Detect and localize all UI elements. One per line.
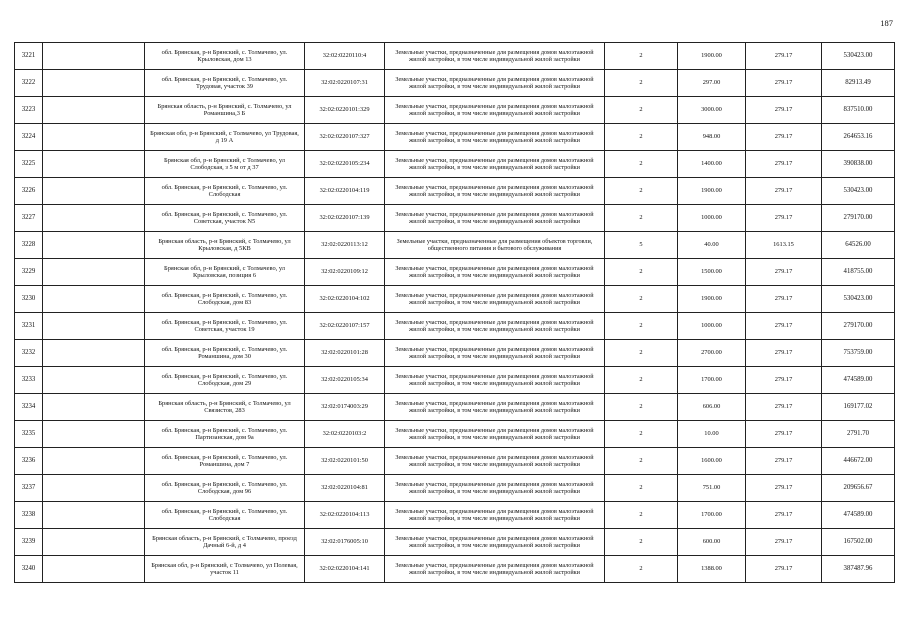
group-code-cell: 2 [605,448,678,475]
blank-cell [43,556,145,583]
table-row [15,259,895,286]
cadastral-value-cell: 387487.96 [822,556,895,583]
row-number-cell: 3238 [15,502,43,529]
area-cell: 1900.00 [678,286,746,313]
row-number-cell: 3228 [15,232,43,259]
row-number-cell: 3240 [15,556,43,583]
address-cell: Брянская обл, р-н Брянский, с Толмачево, ул Трудовая, д 19 А [145,124,305,151]
specific-value-cell: 279.17 [746,70,822,97]
land-use-cell: Земельные участки, предназначенные для размещения домов малоэтажной жилой застройки, в том числе индивидуальной жилой застройки [385,97,605,124]
blank-cell [43,502,145,529]
address-cell: обл. Брянская, р-н Брянский, с. Толмачево, ул. Слободская [145,178,305,205]
table-row [15,340,895,367]
cadastral-number-cell: 32:02:0220107:157 [305,313,385,340]
group-code-cell: 2 [605,70,678,97]
land-use-cell: Земельные участки, предназначенные для размещения домов малоэтажной жилой застройки, в том числе индивидуальной жилой застройки [385,367,605,394]
specific-value-cell: 279.17 [746,43,822,70]
address-cell: Брянская область, р-н Брянский, с Толмачево, проезд Дачный 6-й, д 4 [145,529,305,556]
land-use-cell: Земельные участки, предназначенные для размещения домов малоэтажной жилой застройки, в том числе индивидуальной жилой застройки [385,205,605,232]
row-number-cell: 3236 [15,448,43,475]
cadastral-value-cell: 209656.67 [822,475,895,502]
blank-cell [43,151,145,178]
cadastral-number-cell: 32:02:0220104:119 [305,178,385,205]
group-code-cell: 2 [605,97,678,124]
blank-cell [43,394,145,421]
row-number-cell: 3222 [15,70,43,97]
cadastral-number-cell: 32:02:0220110:4 [305,43,385,70]
land-use-cell: Земельные участки, предназначенные для размещения домов малоэтажной жилой застройки, в том числе индивидуальной жилой застройки [385,448,605,475]
land-use-cell: Земельные участки, предназначенные для размещения домов малоэтажной жилой застройки, в том числе индивидуальной жилой застройки [385,286,605,313]
group-code-cell: 2 [605,367,678,394]
blank-cell [43,205,145,232]
cadastral-value-cell: 418755.00 [822,259,895,286]
cadastral-number-cell: 32:02:0220107:139 [305,205,385,232]
group-code-cell: 2 [605,43,678,70]
row-number-cell: 3234 [15,394,43,421]
group-code-cell: 2 [605,205,678,232]
blank-cell [43,313,145,340]
address-cell: Брянская обл, р-н Брянский, с Толмачево, ул Крыловская, позиция 6 [145,259,305,286]
area-cell: 1700.00 [678,502,746,529]
land-use-cell: Земельные участки, предназначенные для размещения домов малоэтажной жилой застройки, в том числе индивидуальной жилой застройки [385,124,605,151]
row-number-cell: 3227 [15,205,43,232]
area-cell: 1900.00 [678,178,746,205]
land-use-cell: Земельные участки, предназначенные для размещения домов малоэтажной жилой застройки, в том числе индивидуальной жилой застройки [385,259,605,286]
specific-value-cell: 279.17 [746,97,822,124]
specific-value-cell: 279.17 [746,529,822,556]
cadastral-value-cell: 2791.70 [822,421,895,448]
cadastral-number-cell: 32:02:0220104:81 [305,475,385,502]
blank-cell [43,70,145,97]
cadastral-value-cell: 169177.02 [822,394,895,421]
blank-cell [43,421,145,448]
row-number-cell: 3223 [15,97,43,124]
row-number-cell: 3229 [15,259,43,286]
table-row [15,394,895,421]
address-cell: обл. Брянская, р-н Брянский, с. Толмачево, ул. Трудовая, участок 39 [145,70,305,97]
area-cell: 1900.00 [678,43,746,70]
table-row [15,70,895,97]
group-code-cell: 2 [605,340,678,367]
address-cell: Брянская область, р-н Брянский, с Толмачево, ул Связистов, 283 [145,394,305,421]
blank-cell [43,97,145,124]
blank-cell [43,286,145,313]
table-row [15,556,895,583]
table-row [15,43,895,70]
area-cell: 1000.00 [678,313,746,340]
specific-value-cell: 279.17 [746,151,822,178]
land-use-cell: Земельные участки, предназначенные для размещения домов малоэтажной жилой застройки, в том числе индивидуальной жилой застройки [385,151,605,178]
area-cell: 606.00 [678,394,746,421]
cadastral-number-cell: 32:02:0220103:2 [305,421,385,448]
blank-cell [43,340,145,367]
row-number-cell: 3231 [15,313,43,340]
area-cell: 1700.00 [678,367,746,394]
cadastral-value-cell: 530423.00 [822,286,895,313]
cadastral-value-cell: 264653.16 [822,124,895,151]
address-cell: обл. Брянская, р-н Брянский, с. Толмачево, ул. Слободская, дом 29 [145,367,305,394]
blank-cell [43,259,145,286]
land-use-cell: Земельные участки, предназначенные для размещения домов малоэтажной жилой застройки, в том числе индивидуальной жилой застройки [385,556,605,583]
address-cell: обл. Брянская, р-н Брянский, с. Толмачево, ул. Романшина, дом 7 [145,448,305,475]
specific-value-cell: 279.17 [746,502,822,529]
row-number-cell: 3226 [15,178,43,205]
specific-value-cell: 279.17 [746,421,822,448]
group-code-cell: 2 [605,556,678,583]
table-row [15,178,895,205]
cadastral-value-cell: 390838.00 [822,151,895,178]
specific-value-cell: 279.17 [746,124,822,151]
land-use-cell: Земельные участки, предназначенные для размещения домов малоэтажной жилой застройки, в том числе индивидуальной жилой застройки [385,313,605,340]
cadastral-value-cell: 64526.00 [822,232,895,259]
land-use-cell: Земельные участки, предназначенные для размещения домов малоэтажной жилой застройки, в том числе индивидуальной жилой застройки [385,529,605,556]
row-number-cell: 3221 [15,43,43,70]
group-code-cell: 2 [605,124,678,151]
cadastral-value-cell: 474589.00 [822,502,895,529]
area-cell: 1400.00 [678,151,746,178]
area-cell: 3000.00 [678,97,746,124]
cadastral-number-cell: 32:02:0220113:12 [305,232,385,259]
cadastral-number-cell: 32:02:0220104:113 [305,502,385,529]
area-cell: 2700.00 [678,340,746,367]
cadastral-value-cell: 279170.00 [822,313,895,340]
address-cell: Брянская область, р-н Брянский, с Толмачево, ул Крыловская, д 5КВ [145,232,305,259]
table-row [15,529,895,556]
address-cell: обл. Брянская, р-н Брянский, с. Толмачево, ул. Советская, участок 19 [145,313,305,340]
blank-cell [43,232,145,259]
row-number-cell: 3224 [15,124,43,151]
address-cell: Брянская область, р-н Брянский, с. Толмачево, ул Романшина,3 Б [145,97,305,124]
group-code-cell: 2 [605,475,678,502]
group-code-cell: 2 [605,529,678,556]
address-cell: обл. Брянская, р-н Брянский, с. Толмачево, ул. Слободская, дом 83 [145,286,305,313]
table-row [15,124,895,151]
table-row [15,286,895,313]
cadastral-value-cell: 530423.00 [822,43,895,70]
specific-value-cell: 279.17 [746,394,822,421]
cadastral-value-cell: 837510.00 [822,97,895,124]
specific-value-cell: 279.17 [746,556,822,583]
cadastral-value-cell: 474589.00 [822,367,895,394]
blank-cell [43,43,145,70]
area-cell: 1388.00 [678,556,746,583]
cadastral-value-cell: 446672.00 [822,448,895,475]
group-code-cell: 2 [605,313,678,340]
cadastral-number-cell: 32:02:0220104:102 [305,286,385,313]
table-row [15,448,895,475]
cadastral-value-cell: 167502.00 [822,529,895,556]
group-code-cell: 2 [605,151,678,178]
group-code-cell: 2 [605,178,678,205]
table-row [15,151,895,178]
land-use-cell: Земельные участки, предназначенные для размещения домов малоэтажной жилой застройки, в том числе индивидуальной жилой застройки [385,394,605,421]
row-number-cell: 3239 [15,529,43,556]
blank-cell [43,475,145,502]
table-row [15,475,895,502]
address-cell: обл. Брянская, р-н Брянский, с. Толмачево, ул. Крыловская, дом 13 [145,43,305,70]
specific-value-cell: 1613.15 [746,232,822,259]
group-code-cell: 2 [605,286,678,313]
cadastral-number-cell: 32:02:0220101:28 [305,340,385,367]
blank-cell [43,124,145,151]
cadastral-number-cell: 32:02:0220101:50 [305,448,385,475]
cadastral-number-cell: 32:02:0220109:12 [305,259,385,286]
area-cell: 10.00 [678,421,746,448]
table-row [15,232,895,259]
cadastral-number-cell: 32:02:0220107:327 [305,124,385,151]
land-use-cell: Земельные участки, предназначенные для размещения объектов торговли, общественного питания и бытового обслуживания [385,232,605,259]
cadastral-number-cell: 32:02:0220107:31 [305,70,385,97]
land-use-cell: Земельные участки, предназначенные для размещения домов малоэтажной жилой застройки, в том числе индивидуальной жилой застройки [385,475,605,502]
row-number-cell: 3233 [15,367,43,394]
specific-value-cell: 279.17 [746,205,822,232]
area-cell: 751.00 [678,475,746,502]
cadastral-number-cell: 32:02:0176005:10 [305,529,385,556]
address-cell: обл. Брянская, р-н Брянский, с. Толмачево, ул. Слободская [145,502,305,529]
specific-value-cell: 279.17 [746,178,822,205]
blank-cell [43,367,145,394]
cadastral-value-cell: 82913.49 [822,70,895,97]
area-cell: 948.00 [678,124,746,151]
table-row [15,502,895,529]
specific-value-cell: 279.17 [746,259,822,286]
specific-value-cell: 279.17 [746,313,822,340]
cadastral-number-cell: 32:02:0220105:234 [305,151,385,178]
address-cell: Брянская обл, р-н Брянский, с Толмачево, ул Слободская, з 5 м от д 37 [145,151,305,178]
land-use-cell: Земельные участки, предназначенные для размещения домов малоэтажной жилой застройки, в том числе индивидуальной жилой застройки [385,421,605,448]
row-number-cell: 3232 [15,340,43,367]
row-number-cell: 3237 [15,475,43,502]
specific-value-cell: 279.17 [746,475,822,502]
row-number-cell: 3225 [15,151,43,178]
address-cell: обл. Брянская, р-н Брянский, с. Толмачево, ул. Партизанская, дом 9а [145,421,305,448]
blank-cell [43,529,145,556]
page-number: 187 [880,18,893,28]
address-cell: Брянская обл, р-н Брянский, с Толмачево, ул Полевая, участок 11 [145,556,305,583]
table-row [15,313,895,340]
land-use-cell: Земельные участки, предназначенные для размещения домов малоэтажной жилой застройки, в том числе индивидуальной жилой застройки [385,70,605,97]
land-use-cell: Земельные участки, предназначенные для размещения домов малоэтажной жилой застройки, в том числе индивидуальной жилой застройки [385,340,605,367]
table-row [15,97,895,124]
cadastral-value-cell: 279170.00 [822,205,895,232]
land-plot-table [14,42,895,583]
area-cell: 1600.00 [678,448,746,475]
blank-cell [43,178,145,205]
table-row [15,205,895,232]
cadastral-value-cell: 530423.00 [822,178,895,205]
group-code-cell: 2 [605,502,678,529]
specific-value-cell: 279.17 [746,367,822,394]
blank-cell [43,448,145,475]
row-number-cell: 3235 [15,421,43,448]
cadastral-number-cell: 32:02:0220104:141 [305,556,385,583]
cadastral-number-cell: 32:02:0174003:29 [305,394,385,421]
group-code-cell: 2 [605,259,678,286]
address-cell: обл. Брянская, р-н Брянский, с. Толмачево, ул. Романшина, дом 30 [145,340,305,367]
group-code-cell: 5 [605,232,678,259]
group-code-cell: 2 [605,421,678,448]
cadastral-value-cell: 753759.00 [822,340,895,367]
area-cell: 297.00 [678,70,746,97]
area-cell: 1500.00 [678,259,746,286]
area-cell: 600.00 [678,529,746,556]
specific-value-cell: 279.17 [746,448,822,475]
table-row [15,367,895,394]
cadastral-number-cell: 32:02:0220101:329 [305,97,385,124]
table-row [15,421,895,448]
land-use-cell: Земельные участки, предназначенные для размещения домов малоэтажной жилой застройки, в том числе индивидуальной жилой застройки [385,502,605,529]
group-code-cell: 2 [605,394,678,421]
specific-value-cell: 279.17 [746,286,822,313]
address-cell: обл. Брянская, р-н Брянский, с. Толмачево, ул. Советская, участок N5 [145,205,305,232]
address-cell: обл. Брянская, р-н Брянский, с. Толмачево, ул. Слободская, дом 96 [145,475,305,502]
specific-value-cell: 279.17 [746,340,822,367]
area-cell: 1000.00 [678,205,746,232]
row-number-cell: 3230 [15,286,43,313]
land-use-cell: Земельные участки, предназначенные для размещения домов малоэтажной жилой застройки, в том числе индивидуальной жилой застройки [385,43,605,70]
land-use-cell: Земельные участки, предназначенные для размещения домов малоэтажной жилой застройки, в том числе индивидуальной жилой застройки [385,178,605,205]
area-cell: 40.00 [678,232,746,259]
cadastral-number-cell: 32:02:0220105:34 [305,367,385,394]
